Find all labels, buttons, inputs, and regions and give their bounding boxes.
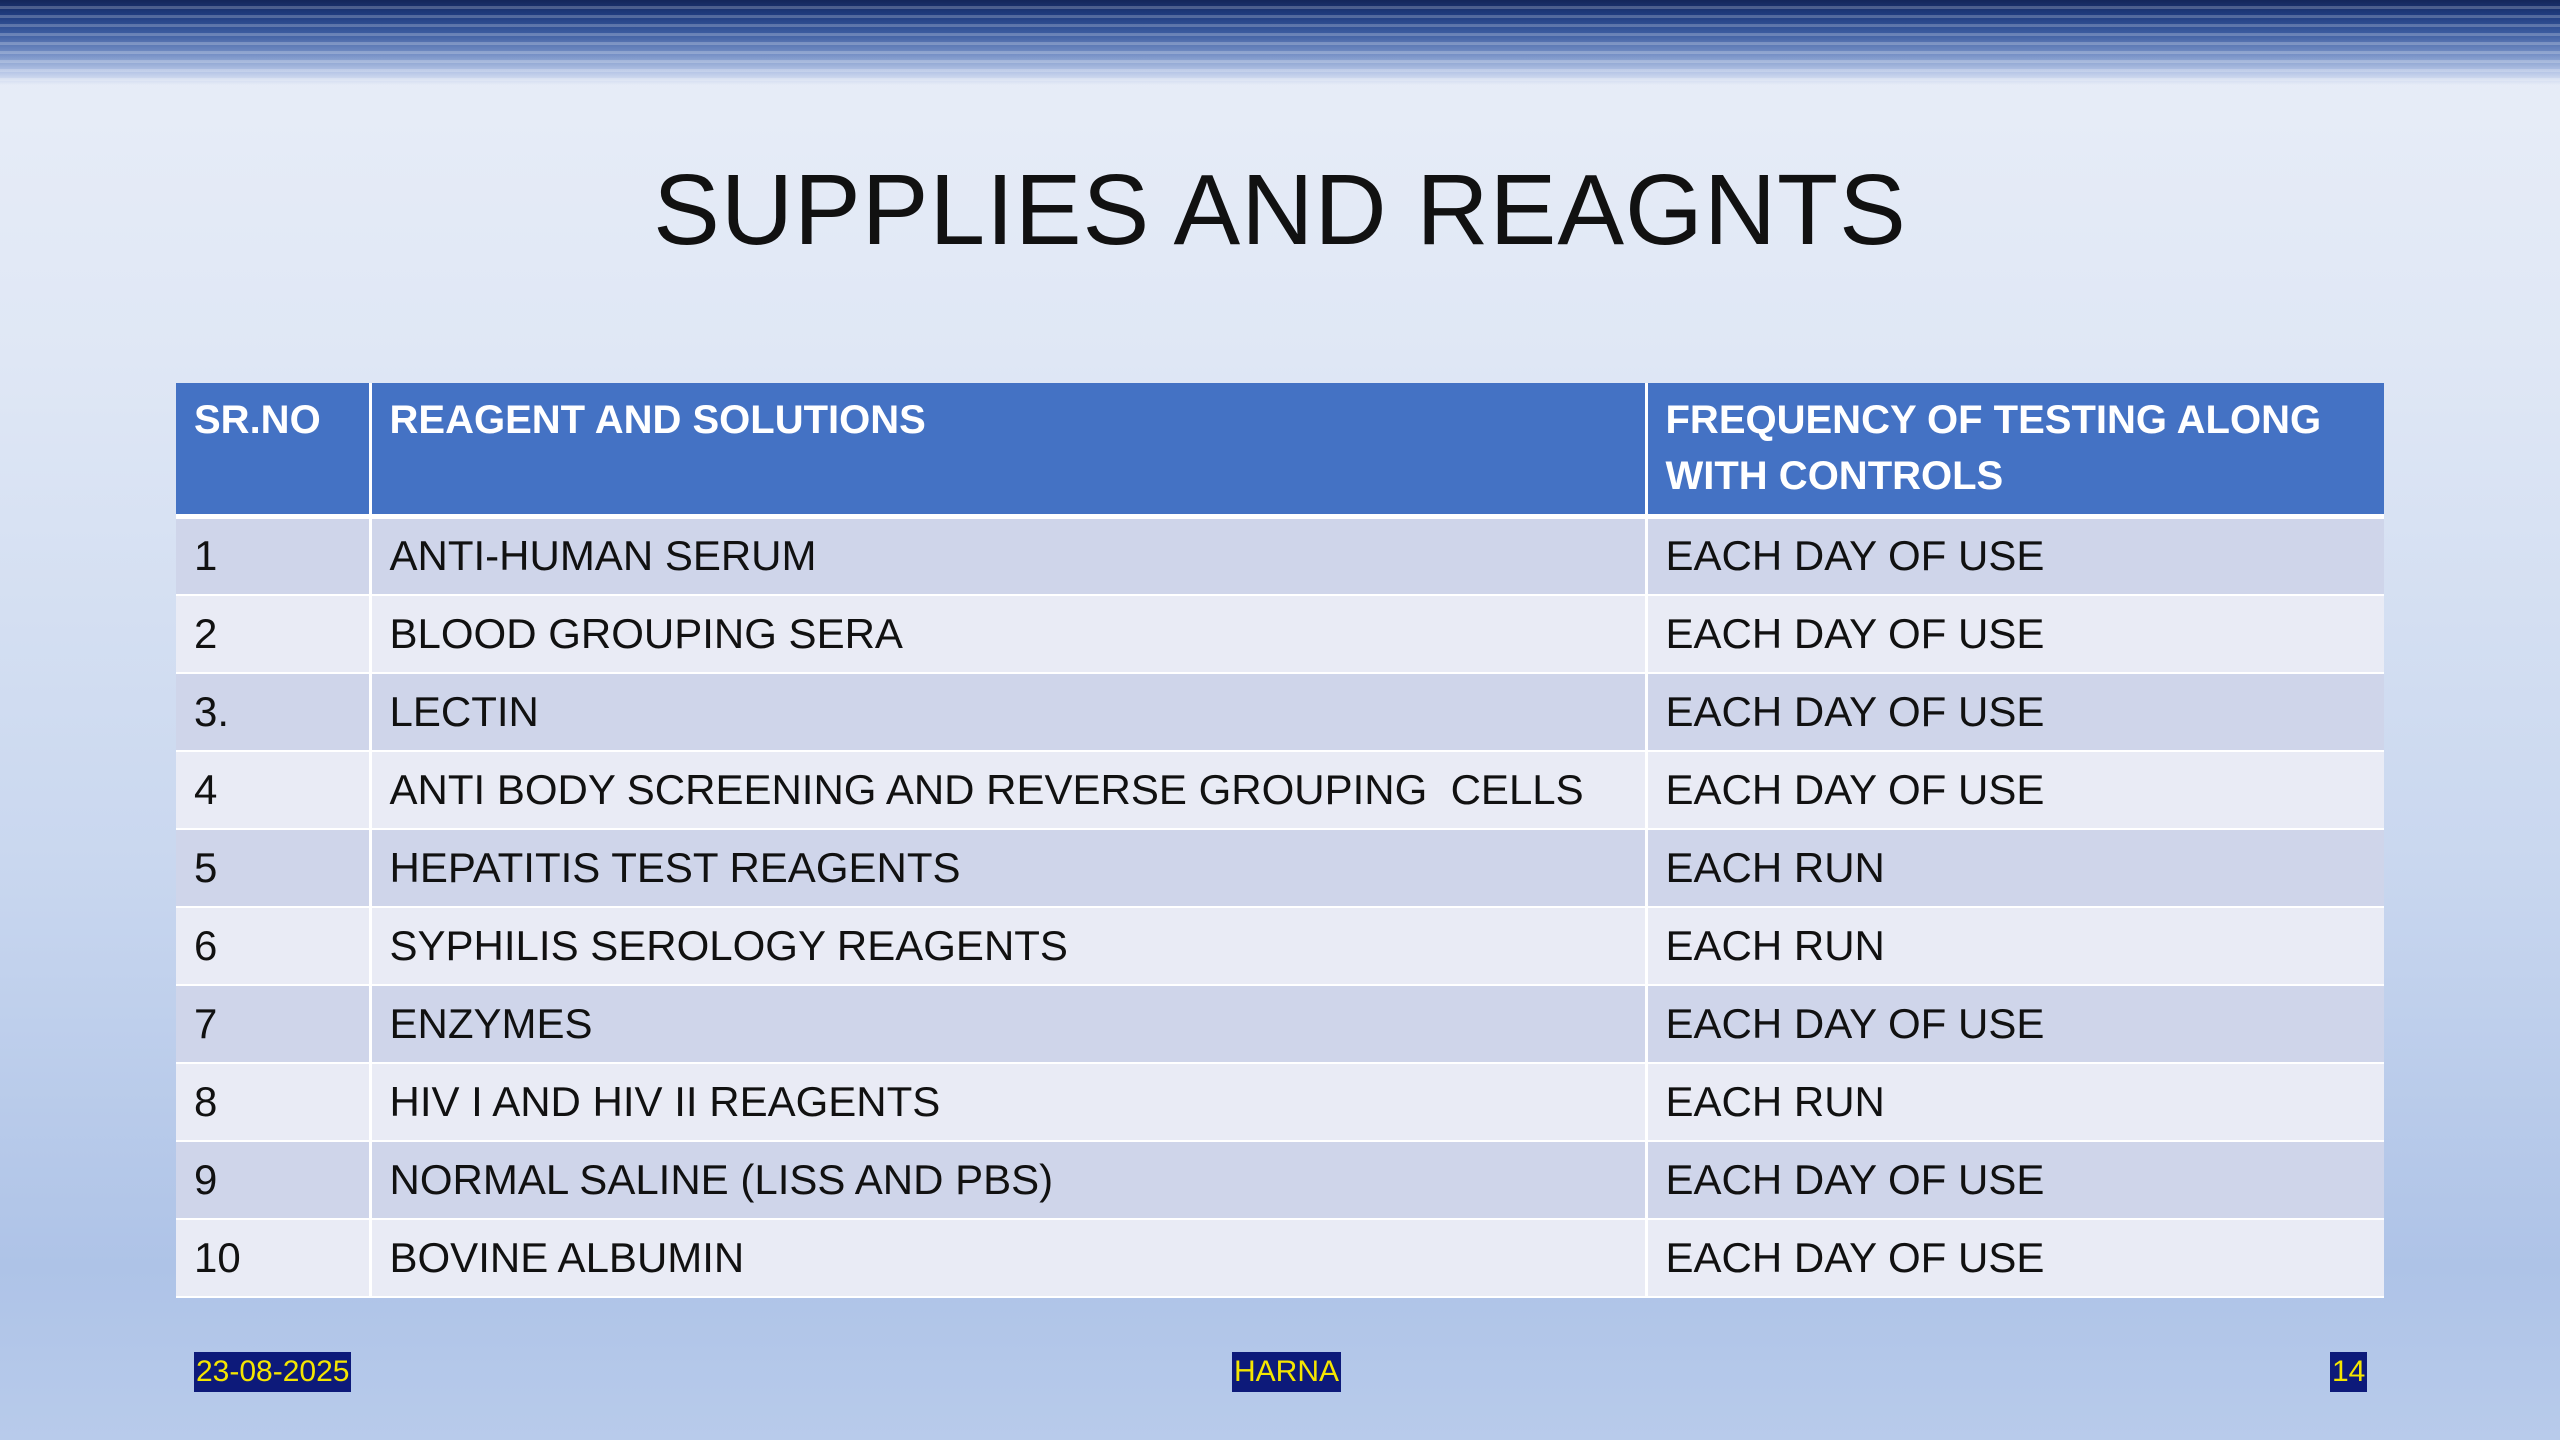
cell-frequency: EACH DAY OF USE	[1646, 595, 2384, 673]
cell-frequency: EACH DAY OF USE	[1646, 985, 2384, 1063]
cell-reagent: BOVINE ALBUMIN	[370, 1219, 1646, 1297]
table-row	[176, 517, 2384, 595]
cell-sr-no: 7	[176, 985, 370, 1063]
slide-title: SUPPLIES AND REAGNTS	[653, 154, 1907, 266]
cell-frequency: EACH RUN	[1646, 829, 2384, 907]
table-row	[176, 907, 2384, 985]
footer-author: HARNA	[1232, 1352, 1341, 1392]
cell-frequency: EACH DAY OF USE	[1646, 517, 2384, 595]
table-row	[176, 1219, 2384, 1297]
cell-frequency: EACH DAY OF USE	[1646, 1219, 2384, 1297]
cell-reagent: HIV I AND HIV II REAGENTS	[370, 1063, 1646, 1141]
cell-reagent: ENZYMES	[370, 985, 1646, 1063]
cell-reagent: NORMAL SALINE (LISS AND PBS)	[370, 1141, 1646, 1219]
decorative-top-band	[0, 0, 2560, 85]
header-frequency: FREQUENCY OF TESTING ALONG WITH CONTROLS	[1646, 383, 2384, 517]
cell-sr-no: 9	[176, 1141, 370, 1219]
cell-reagent: LECTIN	[370, 673, 1646, 751]
table-row	[176, 829, 2384, 907]
cell-sr-no: 4	[176, 751, 370, 829]
header-sr-no: SR.NO	[176, 383, 370, 517]
cell-reagent: HEPATITIS TEST REAGENTS	[370, 829, 1646, 907]
cell-sr-no: 10	[176, 1219, 370, 1297]
cell-frequency: EACH DAY OF USE	[1646, 1141, 2384, 1219]
table-row	[176, 1063, 2384, 1141]
cell-sr-no: 5	[176, 829, 370, 907]
cell-reagent: SYPHILIS SEROLOGY REAGENTS	[370, 907, 1646, 985]
table-row	[176, 595, 2384, 673]
table-row	[176, 673, 2384, 751]
cell-reagent: ANTI BODY SCREENING AND REVERSE GROUPING CELLS	[370, 751, 1646, 829]
cell-frequency: EACH RUN	[1646, 907, 2384, 985]
table-row	[176, 751, 2384, 829]
footer-date: 23-08-2025	[194, 1352, 351, 1392]
table-header-row	[176, 383, 2384, 517]
cell-sr-no: 2	[176, 595, 370, 673]
header-reagent: REAGENT AND SOLUTIONS	[370, 383, 1646, 517]
cell-sr-no: 1	[176, 517, 370, 595]
cell-sr-no: 3.	[176, 673, 370, 751]
table-row	[176, 985, 2384, 1063]
cell-frequency: EACH DAY OF USE	[1646, 673, 2384, 751]
table-row	[176, 1141, 2384, 1219]
reagents-table	[176, 383, 2384, 1298]
cell-frequency: EACH DAY OF USE	[1646, 751, 2384, 829]
cell-reagent: ANTI-HUMAN SERUM	[370, 517, 1646, 595]
cell-sr-no: 6	[176, 907, 370, 985]
cell-sr-no: 8	[176, 1063, 370, 1141]
cell-reagent: BLOOD GROUPING SERA	[370, 595, 1646, 673]
cell-frequency: EACH RUN	[1646, 1063, 2384, 1141]
footer-page-number: 14	[2330, 1352, 2367, 1392]
